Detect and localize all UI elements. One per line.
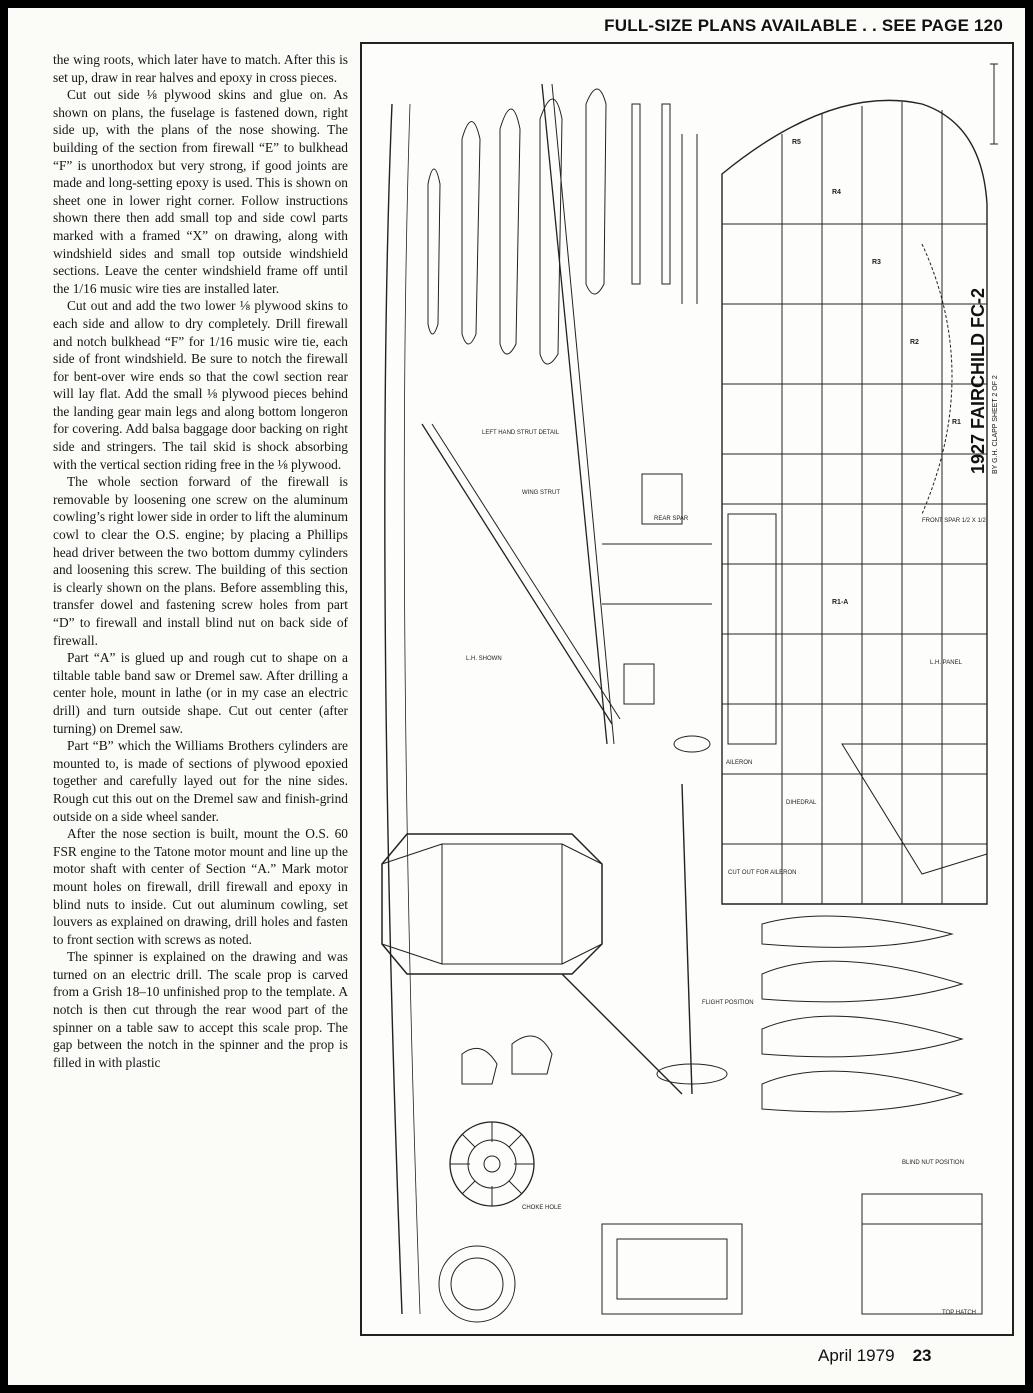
plan-title-block	[968, 194, 1008, 494]
plan-drawing	[360, 42, 1014, 1336]
plan-note: REAR SPAR	[654, 516, 689, 522]
rib-label: R2	[910, 339, 919, 346]
article-body	[53, 51, 348, 1071]
plan-note: CHOKE HOLE	[522, 1205, 562, 1211]
article-paragraph: The whole section forward of the firewall is removable by loosening one screw on the aluminum cowling’s right lower side in order to lift the aluminum cowl to clear the O.S. engine; by placing a Phillips head driver between the two bottom dummy cylinders and loosening this screw. The building of this section is clearly shown on the plans. Before assembling this, transfer dowel and fastening screw holes from part “D” to firewall and install blind nut on back side of firewall.	[53, 474, 348, 648]
article-paragraph: After the nose section is built, mount the O.S. 60 FSR engine to the Tatone motor mount and line up the motor shaft with center of Section “A.” Mark motor mount holes on firewall, drill firewall and epoxy in blind nuts to inside. Cut out aluminum cowling, set louvers as explained on drawing, drill holes and fasten to front section with screws as noted.	[53, 826, 348, 947]
rib-label: R1-A	[832, 599, 849, 606]
plan-note: BLIND NUT POSITION	[902, 1160, 964, 1166]
plans-available-banner: FULL-SIZE PLANS AVAILABLE . . SEE PAGE 120	[604, 16, 1003, 35]
plan-note: L.H. SHOWN	[466, 656, 502, 662]
plan-note: CUT OUT FOR AILERON	[728, 870, 797, 876]
article-paragraph: Cut out and add the two lower ⅛ plywood skins to each side and allow to dry completely. Drill firewall and notch bulkhead “F” for 1/16 music wire tie, each side of front windshield. Be sure to notch the firewall for bent-over wire ends so that the cowl section rear will lay flat. Add the small ⅛ plywood pieces behind the landing gear main legs and along bottom longeron for covering. Add balsa baggage door backing on right side and stringers. The tail skid is shock absorbing with the vertical section riding free in the ⅛ plywood.	[53, 298, 348, 472]
page-footer	[818, 1346, 931, 1366]
rib-label: R1	[952, 419, 961, 426]
plan-note: AILERON	[726, 760, 753, 766]
page-number: 23	[912, 1346, 932, 1365]
rib-label: R5	[792, 139, 801, 146]
rib-label: R4	[832, 189, 841, 196]
plan-note: FRONT SPAR 1/2 X 1/2	[922, 518, 986, 524]
plan-note: TOP HATCH	[942, 1310, 977, 1316]
plan-note: LEFT HAND STRUT DETAIL	[482, 430, 560, 436]
plan-note: FLIGHT POSITION	[702, 1000, 754, 1006]
article-paragraph: Part “B” which the Williams Brothers cylinders are mounted to, is made of sections of plywood epoxied together and carefully layed out for the nine sides. Rough cut this out on the Dremel saw and finish-grind outside on a side wheel sander.	[53, 738, 348, 824]
article-paragraph: Cut out side ⅛ plywood skins and glue on. As shown on plans, the fuselage is fastened down, right side up, with the plans of the nose showing. The building of the section from firewall “E” to bulkhead “F” is unorthodox but very strong, if good joints are made and long-setting epoxy is used. This is shown on sheet one in lower right corner. Follow instructions shown there then add small top and side cowl parts marked with a framed “X” on drawing, along with windshield sides and small top outside windshield sections. Leave the center windshield frame off until the 1/16 music wire ties are installed later.	[53, 87, 348, 296]
rib-label: R3	[872, 259, 881, 266]
plan-note: DIHEDRAL	[786, 800, 817, 806]
issue-date: April 1979	[818, 1346, 895, 1365]
plan-linework	[362, 44, 1012, 1334]
plan-title: 1927 FAIRCHILD FC-2	[968, 287, 988, 474]
plan-credit: BY G.H. CLAPP SHEET 2 OF 2	[992, 375, 999, 474]
magazine-page	[8, 8, 1025, 1385]
article-paragraph: The spinner is explained on the drawing and was turned on an electric drill. The scale prop is carved from a Grish 18–10 unfinished prop to the template. A notch is then cut through the rear wood part of the spinner on a table saw to accept this scale prop. The gap between the notch in the spinner and the prop is filled in with plastic	[53, 949, 348, 1070]
article-paragraph: the wing roots, which later have to match. After this is set up, draw in rear halves and epoxy in cross pieces.	[53, 52, 348, 85]
article-paragraph: Part “A” is glued up and rough cut to shape on a tiltable table band saw or Dremel saw. After drilling a center hole, mount in lathe (or in my case an electric drill) and turn outside shape. Cut out center (after turning) on Dremel saw.	[53, 650, 348, 736]
plan-note: WING STRUT	[522, 490, 560, 496]
plan-note: L.H. PANEL	[930, 660, 962, 666]
